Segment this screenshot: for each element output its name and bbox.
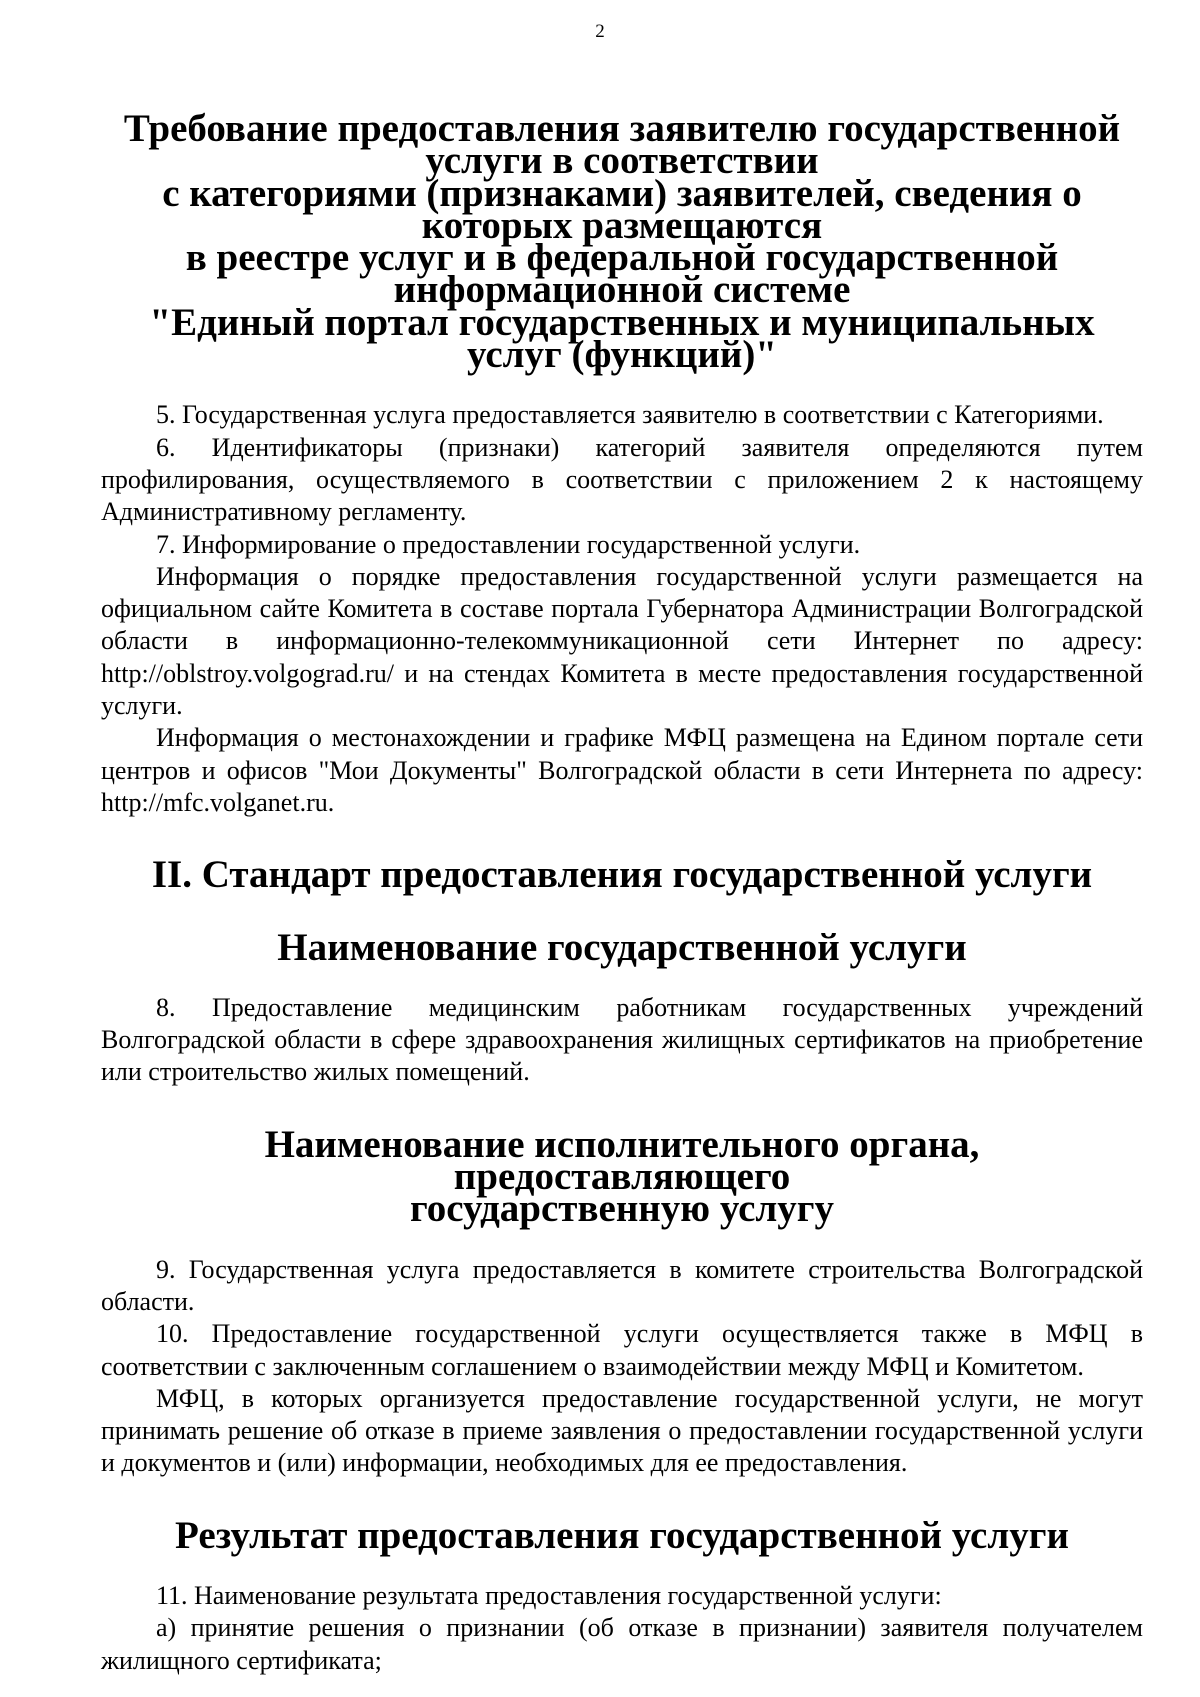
paragraph-10: 10. Предоставление государственной услуги осуществляется также в МФЦ в соответствии с заключенным соглашением о взаимодействии между МФЦ и Комитетом. bbox=[101, 1319, 1143, 1381]
standard-heading: II. Стандарт предоставления государственной услуги bbox=[151, 853, 1093, 897]
heading-line: Требование предоставления заявителю государственной услуги в соответствии bbox=[123, 107, 1121, 183]
heading-line: государственную услугу bbox=[409, 1187, 835, 1231]
paragraph-mfc-restriction: МФЦ, в которых организуется предоставление государственной услуги, не могут принимать решение об отказе в приеме заявления о предоставлении государственной услуги и документов и (или) информации, необходимых для ее предоставления. bbox=[101, 1383, 1143, 1478]
organ-heading bbox=[101, 1122, 1143, 1231]
paragraph-info-site: Информация о порядке предоставления государственной услуги размещается на официальном сайте Комитета в составе портала Губернатора Администрации Волгоградской области в информационно-телекоммуникационной сети Интернет по адресу: http://oblstroy.volgograd.ru/ и на стендах Комитета в месте предоставления государственной услуги. bbox=[101, 561, 1143, 721]
document-body bbox=[101, 107, 1143, 1677]
paragraph-info-mfc: Информация о местонахождении и графике МФЦ размещена на Едином портале сети центров и офисов "Мои Документы" Волгоградской области в сети Интернета по адресу: http://mfc.volganet.ru. bbox=[101, 723, 1143, 817]
requirement-heading bbox=[101, 107, 1143, 377]
paragraph-9: 9. Государственная услуга предоставляется в комитете строительства Волгоградской области. bbox=[101, 1254, 1143, 1316]
heading-line: Наименование исполнительного органа, предоставляющего bbox=[264, 1122, 980, 1199]
paragraph-8: 8. Предоставление медицинским работникам государственных учреждений Волгоградской области в сфере здравоохранения жилищных сертификатов на приобретение или строительство жилых помещений. bbox=[101, 992, 1143, 1087]
paragraph-6: 6. Идентификаторы (признаки) категорий заявителя определяются путем профилирования, осуществляемого в соответствии с приложением 2 к настоящему Административному регламенту. bbox=[101, 432, 1143, 527]
heading-line: с категориями (признаками) заявителей, сведения о которых размещаются bbox=[162, 171, 1082, 247]
paragraph-5: 5. Государственная услуга предоставляется заявителю в соответствии с Категориями. bbox=[156, 400, 1104, 430]
paragraph-11: 11. Наименование результата предоставления государственной услуги: bbox=[156, 1580, 942, 1610]
result-heading: Результат предоставления государственной услуги bbox=[175, 1513, 1069, 1557]
paragraph-7: 7. Информирование о предоставлении государственной услуги. bbox=[156, 529, 861, 559]
service-name-heading: Наименование государственной услуги bbox=[277, 925, 967, 969]
paragraph-11a: а) принятие решения о признании (об отказе в признании) заявителя получателем жилищного сертификата; bbox=[101, 1613, 1143, 1675]
heading-line: "Единый портал государственных и муниципальных услуг (функций)" bbox=[149, 300, 1095, 377]
page-number: 2 bbox=[595, 21, 605, 42]
heading-line: в реестре услуг и в федеральной государственной информационной системе bbox=[185, 236, 1059, 312]
